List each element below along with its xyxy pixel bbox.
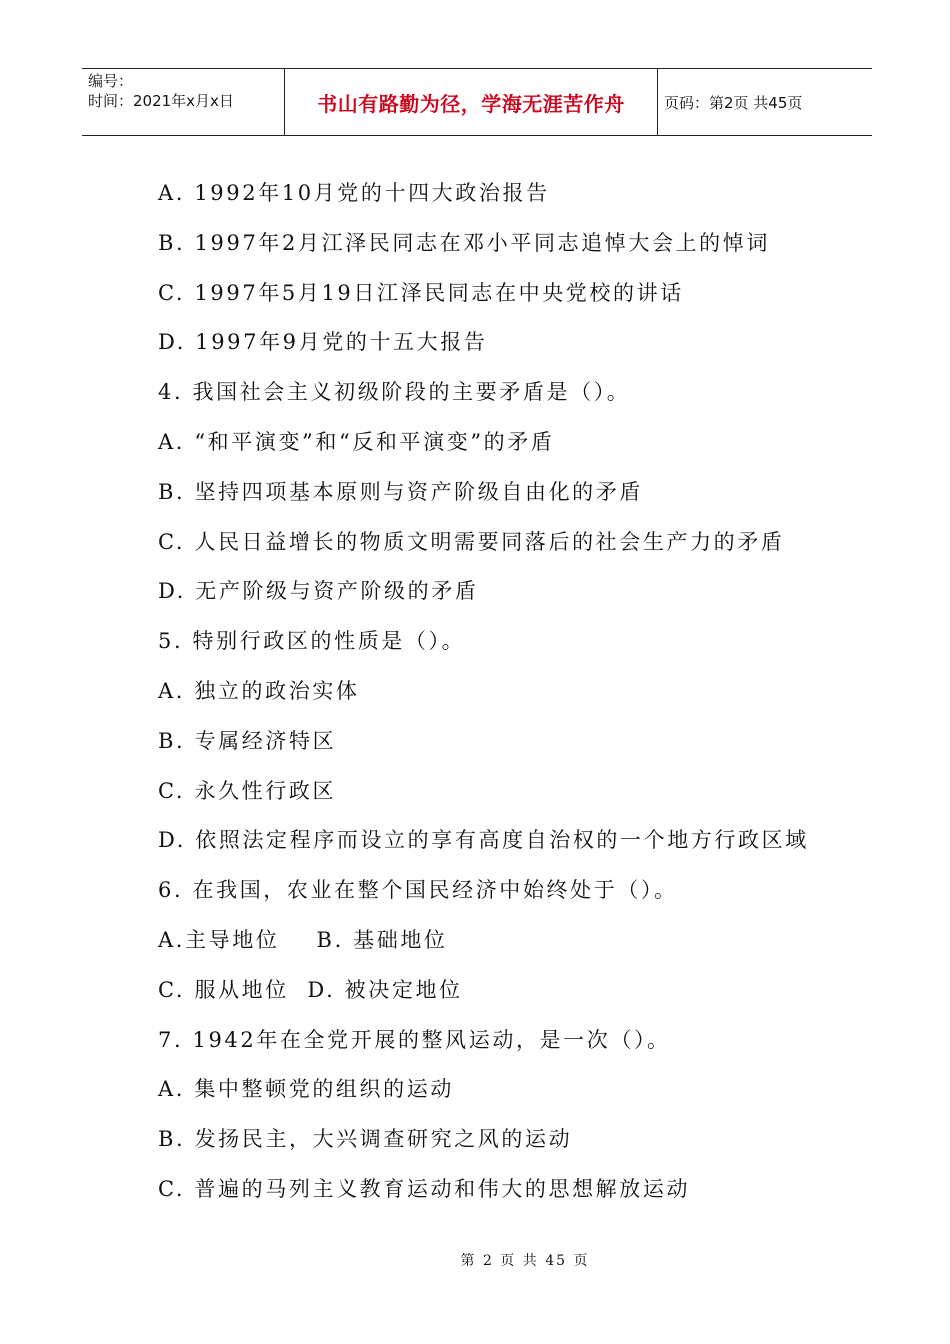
header-page-info: 页码：第2页 共45页 <box>664 93 803 112</box>
header-motto-cell <box>285 69 658 135</box>
text-line: A. 1992年10月党的十四大政治报告 <box>158 181 550 205</box>
text-line: A.主导地位 B. 基础地位 <box>158 927 448 952</box>
text-line: D. 依照法定程序而设立的享有高度自治权的一个地方行政区域 <box>158 828 809 853</box>
doc-number-label: 编号： <box>88 72 134 90</box>
text-line: C. 人民日益增长的物质文明需要同落后的社会生产力的矛盾 <box>158 529 785 554</box>
text-line: B. 1997年2月江泽民同志在邓小平同志追悼大会上的悼词 <box>158 230 770 255</box>
question-line: 4. 我国社会主义初级阶段的主要矛盾是（）。 <box>158 380 631 405</box>
text-line: D. 无产阶级与资产阶级的矛盾 <box>158 579 479 604</box>
text-line: C. 1997年5月19日江泽民同志在中央党校的讲话 <box>158 280 684 305</box>
doc-time-label: 时间：2021年x月x日 <box>88 92 234 110</box>
text-line: B. 专属经济特区 <box>158 728 337 753</box>
question-line: 6. 在我国，农业在整个国民经济中始终处于（）。 <box>158 878 678 903</box>
page-header <box>82 68 872 136</box>
header-motto: 书山有路勤为径，学海无涯苦作舟 <box>317 91 625 116</box>
header-meta <box>82 69 285 135</box>
text-line: A. “和平演变”和“反和平演变”的矛盾 <box>158 429 555 454</box>
text-line: C. 服从地位 D. 被决定地位 <box>158 977 463 1002</box>
text-line: B. 坚持四项基本原则与资产阶级自由化的矛盾 <box>158 479 643 504</box>
text-line: A. 集中整顿党的组织的运动 <box>158 1077 454 1102</box>
text-line: D. 1997年9月党的十五大报告 <box>158 330 488 355</box>
document-body <box>158 174 848 1220</box>
header-page-info-cell <box>658 69 872 135</box>
text-line: C. 永久性行政区 <box>158 778 337 803</box>
question-line: 7. 1942年在全党开展的整风运动，是一次（）。 <box>158 1027 671 1052</box>
text-line: B. 发扬民主，大兴调查研究之风的运动 <box>158 1127 573 1152</box>
question-line: 5. 特别行政区的性质是（）。 <box>158 629 466 654</box>
page-footer: 第 2 页 共 45 页 <box>460 1253 590 1269</box>
text-line: A. 独立的政治实体 <box>158 678 360 703</box>
text-line: C. 普遍的马列主义教育运动和伟大的思想解放运动 <box>158 1176 691 1201</box>
